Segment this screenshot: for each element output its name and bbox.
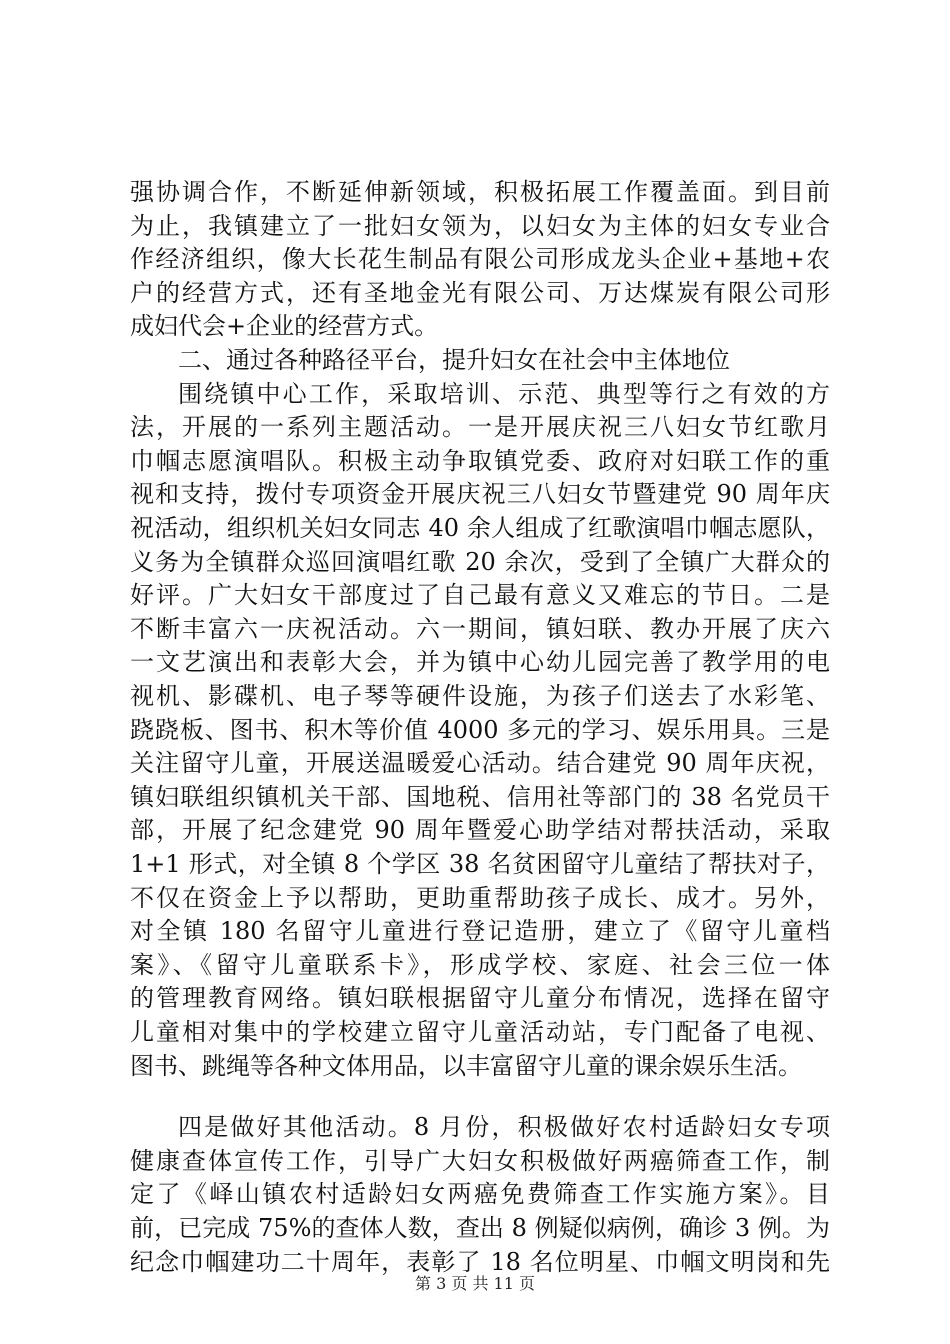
page-number-footer: 第 3 页 共 11 页 xyxy=(415,1274,535,1293)
paragraph-line: 不仅在资金上予以帮助，更助重帮助孩子成长、成才。另外， xyxy=(130,884,830,912)
paragraph-line: 的管理教育网络。镇妇联根据留守儿童分布情况，选择在留守 xyxy=(130,984,830,1012)
paragraph-line: 视和支持，拨付专项资金开展庆祝三八妇女节暨建党 90 周年庆 xyxy=(130,480,830,508)
paragraph-line: 定了《峄山镇农村适龄妇女两癌免费筛查工作实施方案》。目 xyxy=(130,1180,830,1208)
paragraph-line: 关注留守儿童，开展送温暖爱心活动。结合建党 90 周年庆祝， xyxy=(130,749,830,777)
paragraph-line: 视机、影碟机、电子琴等硬件设施，为孩子们送去了水彩笔、 xyxy=(130,682,830,710)
paragraph-line: 义务为全镇群众巡回演唱红歌 20 余次，受到了全镇广大群众的 xyxy=(130,548,830,576)
paragraph-line: 部，开展了纪念建党 90 周年暨爱心助学结对帮扶活动，采取 xyxy=(130,816,830,844)
paragraph-line: 法，开展的一系列主题活动。一是开展庆祝三八妇女节红歌月 xyxy=(130,413,830,441)
paragraph-line: 1+1 形式，对全镇 8 个学区 38 名贫困留守儿童结了帮扶对子， xyxy=(130,850,830,878)
paragraph-line: 为止，我镇建立了一批妇女领为，以妇女为主体的妇女专业合 xyxy=(130,212,830,240)
paragraph-line: 对全镇 180 名留守儿童进行登记造册，建立了《留守儿童档 xyxy=(130,917,830,945)
paragraph-line: 健康查体宣传工作，引导广大妇女积极做好两癌筛查工作，制 xyxy=(130,1147,830,1175)
paragraph-line: 镇妇联组织镇机关干部、国地税、信用社等部门的 38 名党员干 xyxy=(130,783,830,811)
paragraph-line: 围绕镇中心工作，采取培训、示范、典型等行之有效的方 xyxy=(178,380,830,408)
paragraph-line: 一文艺演出和表彰大会，并为镇中心幼儿园完善了教学用的电 xyxy=(130,648,830,676)
paragraph-line: 跷跷板、图书、积木等价值 4000 多元的学习、娱乐用具。三是 xyxy=(130,716,830,744)
paragraph-line: 祝活动，组织机关妇女同志 40 余人组成了红歌演唱巾帼志愿队， xyxy=(130,514,830,542)
paragraph-line: 儿童相对集中的学校建立留守儿童活动站，专门配备了电视、 xyxy=(130,1018,830,1046)
paragraph-line: 前，已完成 75%的查体人数，查出 8 例疑似病例，确诊 3 例。为 xyxy=(130,1214,830,1242)
paragraph-line: 户的经营方式，还有圣地金光有限公司、万达煤炭有限公司形 xyxy=(130,279,830,307)
paragraph-line: 四是做好其他活动。8 月份，积极做好农村适龄妇女专项 xyxy=(178,1113,830,1141)
paragraph-line: 巾帼志愿演唱队。积极主动争取镇党委、政府对妇联工作的重 xyxy=(130,447,830,475)
paragraph-line: 纪念巾帼建功二十周年，表彰了 18 名位明星、巾帼文明岗和先 xyxy=(130,1248,830,1276)
paragraph-line: 图书、跳绳等各种文体用品，以丰富留守儿童的课余娱乐生活。 xyxy=(130,1052,802,1080)
paragraph-line: 强协调合作，不断延伸新领域，积极拓展工作覆盖面。到目前 xyxy=(130,178,830,206)
paragraph-line: 作经济组织，像大长花生制品有限公司形成龙头企业+基地+农 xyxy=(130,245,830,273)
paragraph-line: 成妇代会+企业的经营方式。 xyxy=(130,312,439,340)
paragraph-line: 案》、《留守儿童联系卡》，形成学校、家庭、社会三位一体 xyxy=(130,951,830,979)
paragraph-line: 好评。广大妇女干部度过了自己最有意义又难忘的节日。二是 xyxy=(130,581,830,609)
paragraph-line: 不断丰富六一庆祝活动。六一期间，镇妇联、教办开展了庆六 xyxy=(130,615,830,643)
section-heading: 二、通过各种路径平台，提升妇女在社会中主体地位 xyxy=(178,346,730,374)
